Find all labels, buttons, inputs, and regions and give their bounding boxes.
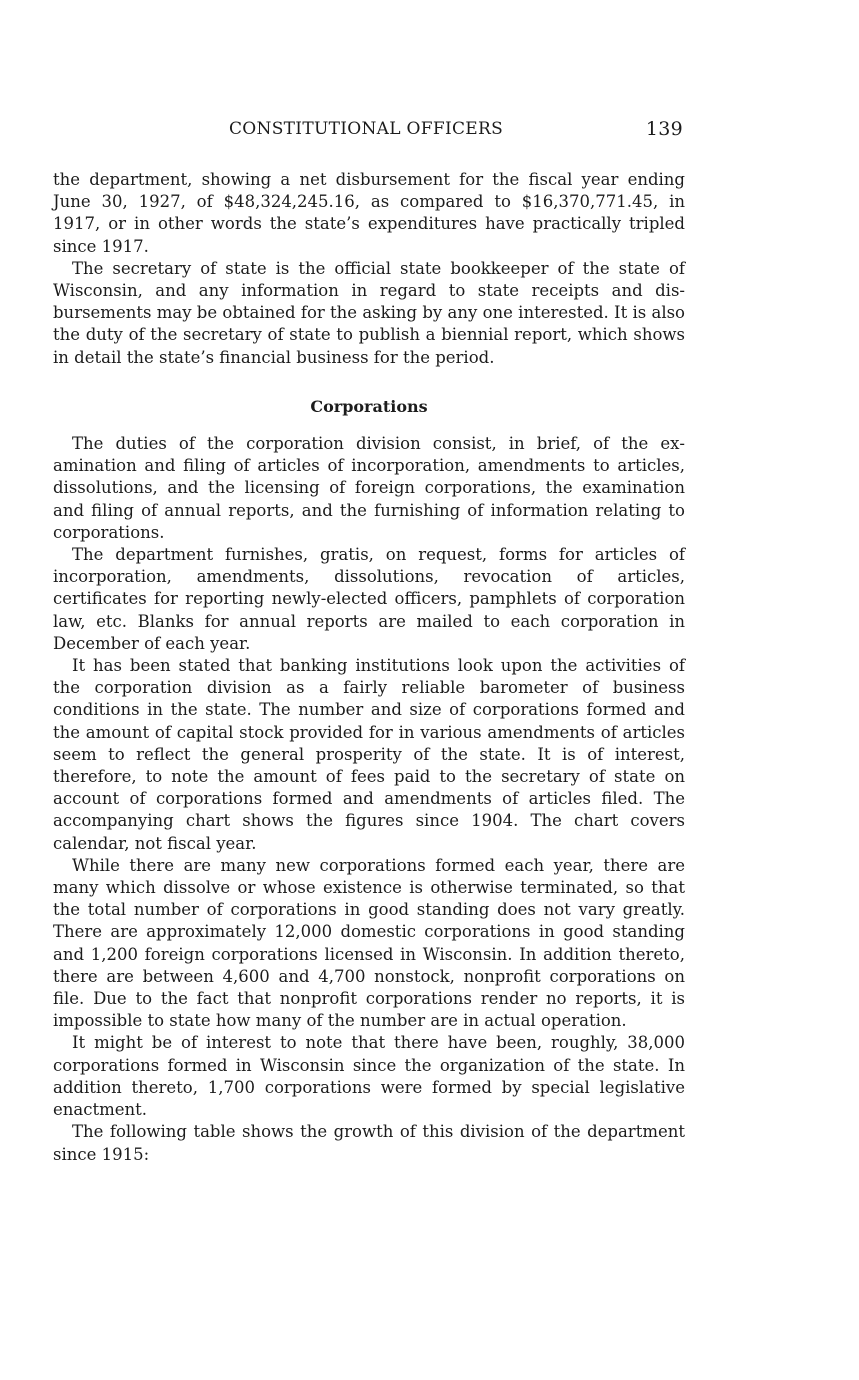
section-heading-corporations: Corporations xyxy=(310,397,428,416)
paragraph-continued: the department, showing a net disbursement for the fiscal year ending June 30, 1927, of $48,324,245.16, as compared to $16,370,771.45, in 1917, or in other words the state’s expenditures have practically tripled since 1917. xyxy=(53,170,685,256)
paragraph: The department furnishes, gratis, on request, forms for articles of incorporation, amendments, dissolutions, revocation of articles, certificates for reporting newly-elected officers, pamphlets of corporation law, etc. Blanks for annual reports are mailed to each corporation in December of each year. xyxy=(53,545,685,653)
running-header xyxy=(53,119,685,143)
paragraph: The duties of the corporation division consist, in brief, of the examination and filing of articles of incorporation, amendments to articles, dissolutions, and the licensing of foreign corporations, the examination and filing of annual reports, and the furnishing of information relating to corporations. xyxy=(53,434,685,542)
intro-text-block xyxy=(53,169,685,369)
page-number: 139 xyxy=(645,118,683,140)
running-title: CONSTITUTIONAL OFFICERS xyxy=(229,119,504,139)
paragraph: It has been stated that banking institutions look upon the activities of the corporation division as a fairly reliable barometer of business conditions in the state. The number and size of corporations formed and the amount of capital stock provided for in various amendments of articles seem to reflect the general prosperity of the state. It is of interest, therefore, to note the amount of fees paid to the secretary of state on account of corporations formed and amendments of articles filed. The accompanying chart shows the figures since 1904. The chart covers calendar, not fiscal year. xyxy=(53,656,685,853)
paragraph: The following table shows the growth of this division of the department since 1915: xyxy=(53,1122,685,1164)
paragraph: The secretary of state is the official state bookkeeper of the state of Wisconsin, and any information in regard to state receipts and disbursements may be obtained for the asking by any one interested. It is also the duty of the secretary of state to publish a biennial report, which shows in detail the state’s financial business for the period. xyxy=(53,258,685,367)
paragraph: It might be of interest to note that there have been, roughly, 38,000 corporations formed in Wisconsin since the organization of the state. In addition thereto, 1,700 corporations were formed by special legislative enactment. xyxy=(53,1033,685,1120)
corporations-text-block xyxy=(53,433,685,1166)
paragraph: While there are many new corporations formed each year, there are many which dissolve or whose existence is otherwise terminated, so that the total number of corporations in good standing does not vary greatly. There are approximately 12,000 domestic corporations in good standing and 1,200 foreign corporations licensed in Wisconsin. In addition thereto, there are between 4,600 and 4,700 nonstock, nonprofit corporations on file. Due to the fact that nonprofit corporations render no reports, it is impossible to state how many of the number are in actual operation. xyxy=(53,855,685,1031)
